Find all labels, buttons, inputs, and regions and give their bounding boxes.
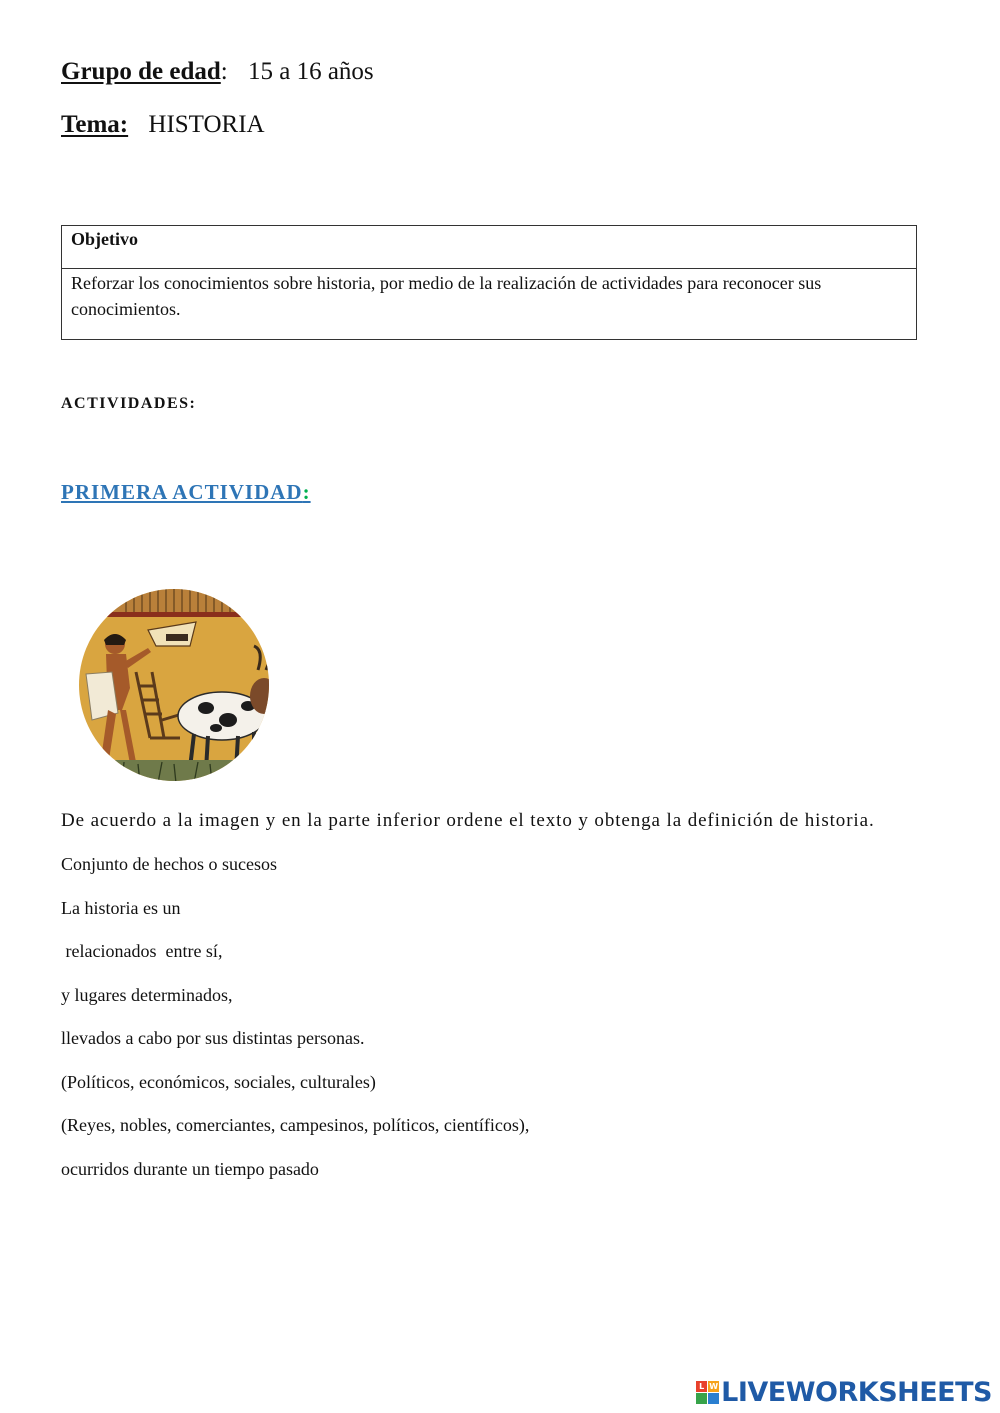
logo-squares-icon: [696, 1381, 719, 1404]
first-activity-title: PRIMERA ACTIVIDAD: [61, 480, 303, 504]
text-fragment: llevados a cabo por sus distintas personas.: [61, 1028, 365, 1048]
age-group-colon: :: [220, 58, 228, 85]
age-group-label: Grupo de edad: [61, 58, 221, 85]
liveworksheets-logo[interactable]: [696, 1377, 992, 1408]
age-group-value: 15 a 16 años: [247, 58, 374, 85]
text-fragment: ocurridos durante un tiempo pasado: [61, 1159, 319, 1179]
topic-line: [61, 111, 265, 139]
text-fragment: (Políticos, económicos, sociales, culturales): [61, 1072, 376, 1092]
topic-value: HISTORIA: [148, 111, 265, 138]
instruction-text: De acuerdo a la imagen y en la parte inferior ordene el texto y obtenga la definición de historia.: [61, 810, 875, 831]
activities-heading: ACTIVIDADES:: [61, 395, 197, 412]
age-group-line: [61, 58, 374, 86]
objective-table: [61, 225, 917, 340]
first-activity-colon: :: [302, 480, 311, 504]
text-fragment: y lugares determinados,: [61, 985, 233, 1005]
logo-square: [696, 1393, 707, 1404]
logo-square: W: [709, 1382, 719, 1391]
objective-title: Objetivo: [62, 226, 916, 269]
logo-square: L: [696, 1381, 707, 1392]
objective-text: Reforzar los conocimientos sobre historia, por medio de la realización de actividades para reconocer sus conocimientos.: [71, 273, 822, 319]
text-fragment: relacionados entre sí,: [61, 941, 223, 961]
text-fragment: Conjunto de hechos o sucesos: [61, 854, 277, 874]
logo-text: LIVEWORKSHEETS: [721, 1377, 992, 1408]
egyptian-farmer-plowing-picture: [78, 588, 270, 783]
text-fragment: (Reyes, nobles, comerciantes, campesinos, políticos, científicos),: [61, 1115, 530, 1135]
text-fragment: La historia es un: [61, 898, 181, 918]
topic-label: Tema:: [61, 111, 129, 138]
first-activity-heading: [61, 480, 311, 505]
logo-square: [708, 1393, 719, 1404]
